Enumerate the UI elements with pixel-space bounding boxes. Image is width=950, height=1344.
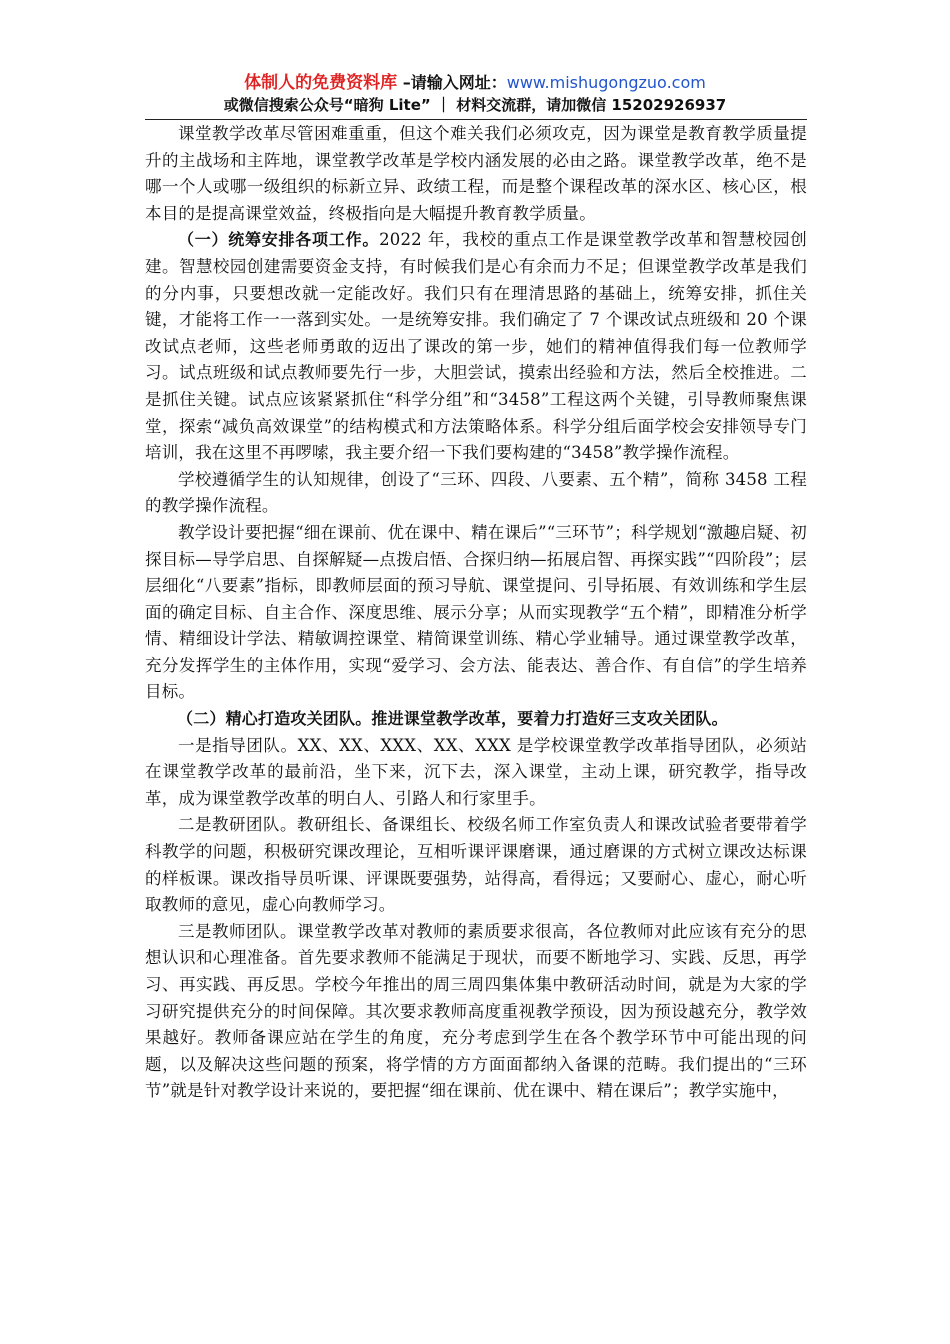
paragraph-6: 一是指导团队。XX、XX、XXX、XX、XXX 是学校课堂教学改革指导团队，必须站在课堂教学改革的最前沿，坐下来，沉下去，深入课堂，主动上课，研究教学，指导改革，成为课堂教学改革的明白人、引路人和行家里手。 xyxy=(145,735,807,808)
header-url-link[interactable]: www.mishugongzuo.com xyxy=(506,73,706,92)
paragraph-2-text: 2022 年，我校的重点工作是课堂教学改革和智慧校园创建。智慧校园创建需要资金支持，有时候我们是心有余而力不足；但课堂教学改革是我们的分内事，只要想改就一定能改好。我们只有在理清思路的基础上，统筹安排，抓住关键，才能将工作一一落到实处。一是统筹安排。我们确定了 7 个课改试点班级和 20 个课改试点老师，这些老师勇敢的迈出了课改的第一步，她们的精神值得我们每一位教师学习。试点班级和试点教师要先行一步，大胆尝试，摸索出经验和方法，然后全校推进。二是抓住关键。试点应该紧紧抓住“科学分组”和“3458”工程这两个关键，引导教师聚焦课堂，探索“减负高效课堂”的结构模式和方法策略体系。科学分组后面学校会安排领导专门培训，我在这里不再啰嗦，我主要介绍一下我们要构建的“3458”教学操作流程。 xyxy=(145,230,807,463)
paragraph-4: 教学设计要把握“细在课前、优在课中、精在课后”“三环节”；科学规划“激趣启疑、初探目标—导学启思、自探解疑—点拨启悟、合探归纳—拓展启智、再探实践”“四阶段”；层层细化“八要素”指标，即教师层面的预习导航、课堂提问、引导拓展、有效训练和学生层面的确定目标、自主合作、深度思维、展示分享；从而实现教学“五个精”，即精准分析学情、精细设计学法、精敏调控课堂、精简课堂训练、精心学业辅导。通过课堂教学改革，充分发挥学生的主体作用，实现“爱学习、会方法、能表达、善合作、有自信”的学生培养目标。 xyxy=(145,522,807,702)
paragraph-2 xyxy=(145,227,807,466)
document-body xyxy=(145,121,807,1105)
header-line-2: 或微信搜索公众号“暗狗 Lite” ｜ 材料交流群，请加微信 15202926937 xyxy=(223,96,727,114)
paragraph-7: 二是教研团队。教研组长、备课组长、校级名师工作室负责人和课改试验者要带着学科教学的问题，积极研究课改理论，互相听课评课磨课，通过磨课的方式树立课改达标课的样板课。课改指导员听课、评课既要强势，站得高，看得远；又要耐心、虚心，耐心听取教师的意见，虚心向教师学习。 xyxy=(145,815,807,915)
paragraph-3: 学校遵循学生的认知规律，创设了“三环、四段、八要素、五个精”，简称 3458 工程的教学操作流程。 xyxy=(145,469,807,516)
section-heading-2: （二）精心打造攻关团队。推进课堂教学改革，要着力打造好三支攻关团队。 xyxy=(177,709,728,729)
paragraph-8: 三是教师团队。课堂教学改革对教师的素质要求很高，各位教师对此应该有充分的思想认识和心理准备。首先要求教师不能满足于现状，而要不断地学习、实践、反思，再学习、再实践、再反思。学校今年推出的周三周四集体集中教研活动时间，就是为大家的学习研究提供充分的时间保障。其次要求教师高度重视教学预设，因为预设越充分，教学效果越好。教师备课应站在学生的角度，充分考虑到学生在各个教学环节中可能出现的问题，以及解决这些问题的预案，将学情的方方面面都纳入备课的范畴。我们提出的“三环节”就是针对教学设计来说的，要把握“细在课前、优在课中、精在课后”；教学实施中， xyxy=(145,921,807,1101)
page-header xyxy=(145,72,805,116)
paragraph-1: 课堂教学改革尽管困难重重，但这个难关我们必须攻克，因为课堂是教育教学质量提升的主战场和主阵地，课堂教学改革是学校内涵发展的必由之路。课堂教学改革，绝不是哪一个人或哪一级组织的标新立异、政绩工程，而是整个课程改革的深水区、核心区，根本目的是提高课堂效益，终极指向是大幅提升教育教学质量。 xyxy=(145,124,807,223)
header-line-1 xyxy=(145,72,805,94)
header-brand: 体制人的免费资料库 xyxy=(244,73,398,93)
header-prompt: –请输入网址： xyxy=(397,73,507,92)
section-heading-1: （一）统筹安排各项工作。 xyxy=(178,230,380,250)
header-divider xyxy=(145,119,807,120)
